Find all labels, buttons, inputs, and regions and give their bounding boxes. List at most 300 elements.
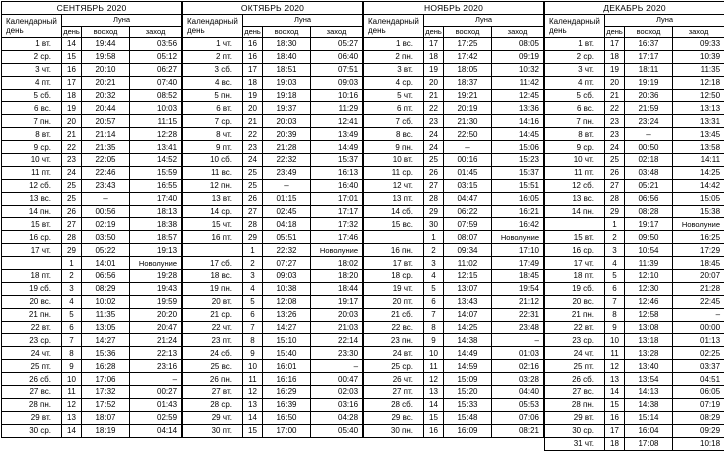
calendar-day-cell: 2 пт.: [183, 50, 243, 63]
moonset-cell: 15:05: [673, 192, 724, 205]
lunar-day-cell: 3: [62, 282, 82, 295]
calendar-day-cell: 31 чт.: [545, 437, 605, 450]
calendar-day-cell: 16 ср.: [545, 244, 605, 257]
moonrise-cell: 03:50: [82, 231, 130, 244]
lunar-day-cell: 14: [605, 386, 625, 399]
calendar-day-header: Календарный день: [183, 15, 243, 38]
moonset-cell: 07:06: [492, 411, 544, 424]
lunar-day-header: день: [62, 26, 82, 38]
moonrise-cell: 14:27: [82, 334, 130, 347]
lunar-day-cell: 11: [424, 360, 444, 373]
calendar-day-cell: 18 вс.: [183, 270, 243, 283]
moonrise-cell: 19:58: [82, 50, 130, 63]
lunar-day-cell: 1: [424, 231, 444, 244]
table-row: [364, 115, 544, 128]
calendar-day-cell: 13 пт.: [364, 192, 424, 205]
table-row: [183, 154, 363, 167]
moonrise-cell: 19:21: [444, 89, 492, 102]
calendar-day-cell: 14 ср.: [183, 205, 243, 218]
moonset-cell: 02:25: [673, 347, 724, 360]
moonset-cell: 11:29: [311, 102, 363, 115]
lunar-day-cell: 23: [62, 154, 82, 167]
table-row: [2, 205, 182, 218]
moonset-cell: 15:06: [492, 141, 544, 154]
moonset-cell: 11:42: [492, 76, 544, 89]
table-row: [545, 192, 724, 205]
moonrise-cell: 20:44: [82, 102, 130, 115]
moonrise-cell: 17:17: [625, 50, 673, 63]
moonset-cell: 15:23: [492, 154, 544, 167]
moonrise-cell: 13:54: [625, 373, 673, 386]
lunar-day-cell: 23: [605, 115, 625, 128]
moonset-cell: 17:32: [311, 218, 363, 231]
lunar-day-cell: 24: [243, 154, 263, 167]
lunar-day-cell: 5: [424, 282, 444, 295]
table-row: [364, 334, 544, 347]
moonset-cell: 17:01: [311, 192, 363, 205]
table-row: [183, 205, 363, 218]
moonset-cell: 09:29: [673, 424, 724, 437]
moonset-cell: 11:15: [130, 115, 182, 128]
table-row: [2, 308, 182, 321]
table-row: [545, 360, 724, 373]
table-row: [364, 76, 544, 89]
moonset-cell: 14:52: [130, 154, 182, 167]
table-row: [183, 76, 363, 89]
lunar-day-cell: 13: [243, 398, 263, 411]
lunar-day-header: день: [605, 26, 625, 38]
lunar-day-cell: 18: [605, 437, 625, 450]
lunar-day-cell: 4: [605, 257, 625, 270]
lunar-day-cell: 3: [243, 270, 263, 283]
table-row: [2, 295, 182, 308]
moonset-cell: 19:54: [492, 282, 544, 295]
calendar-day-cell: 7 сб.: [364, 115, 424, 128]
lunar-day-cell: 6: [62, 321, 82, 334]
table-row: [183, 141, 363, 154]
moonset-cell: 04:28: [311, 411, 363, 424]
table-row: [545, 50, 724, 63]
moonrise-cell: 06:22: [444, 205, 492, 218]
moonrise-cell: 02:18: [625, 154, 673, 167]
moonset-cell: 17:10: [492, 244, 544, 257]
lunar-day-cell: 8: [424, 321, 444, 334]
lunar-day-cell: 9: [62, 360, 82, 373]
moonrise-cell: –: [444, 141, 492, 154]
calendar-day-cell: 8 вс.: [364, 128, 424, 141]
lunar-day-cell: 14: [424, 398, 444, 411]
lunar-day-cell: 22: [424, 102, 444, 115]
moonset-cell: 14:42: [673, 179, 724, 192]
calendar-day-cell: 17 вт.: [364, 257, 424, 270]
moonrise-cell: 12:08: [263, 295, 311, 308]
moonrise-cell: 12:10: [625, 270, 673, 283]
table-row: [545, 89, 724, 102]
lunar-day-cell: 3: [424, 257, 444, 270]
lunar-day-cell: 27: [605, 179, 625, 192]
moonrise-header: восход: [444, 26, 492, 38]
moonrise-cell: 17:08: [625, 437, 673, 450]
calendar-day-cell: 11 вс.: [183, 166, 243, 179]
moonrise-cell: 12:15: [444, 270, 492, 283]
moonrise-cell: 14:27: [263, 321, 311, 334]
moonset-cell: 13:13: [673, 102, 724, 115]
moonrise-cell: 19:17: [625, 218, 673, 231]
table-row: [545, 386, 724, 399]
table-row: [2, 347, 182, 360]
lunar-day-cell: 27: [62, 218, 82, 231]
moonrise-header: восход: [625, 26, 673, 38]
moonset-cell: –: [311, 360, 363, 373]
moonset-cell: –: [492, 334, 544, 347]
table-row: [2, 63, 182, 76]
moonset-cell: 06:27: [130, 63, 182, 76]
moonset-header: заход: [673, 26, 724, 38]
calendar-day-cell: 9 пт.: [183, 141, 243, 154]
lunar-day-cell: 21: [424, 89, 444, 102]
calendar-day-cell: 18 пт.: [2, 270, 62, 283]
moonset-header: заход: [130, 26, 182, 38]
moonrise-cell: 13:05: [82, 321, 130, 334]
lunar-day-cell: 15: [424, 411, 444, 424]
moonset-cell: 07:51: [311, 63, 363, 76]
lunar-day-cell: 2: [243, 257, 263, 270]
lunar-day-cell: 4: [62, 295, 82, 308]
moonset-cell: 00:47: [311, 373, 363, 386]
lunar-day-cell: 9: [243, 347, 263, 360]
moonset-cell: 20:07: [673, 270, 724, 283]
moonrise-cell: 06:56: [625, 192, 673, 205]
moonset-cell: 10:32: [492, 63, 544, 76]
moonset-cell: 15:37: [311, 154, 363, 167]
lunar-day-cell: 21: [62, 128, 82, 141]
lunar-day-cell: 20: [243, 102, 263, 115]
moonrise-cell: 02:19: [82, 218, 130, 231]
moonset-cell: 14:45: [492, 128, 544, 141]
moonset-cell: 14:25: [673, 166, 724, 179]
table-row: [545, 141, 724, 154]
table-row: [364, 102, 544, 115]
moonrise-cell: 20:19: [444, 102, 492, 115]
lunar-day-cell: 14: [62, 38, 82, 51]
lunar-day-cell: 9: [605, 321, 625, 334]
calendar-day-cell: 24 вт.: [364, 347, 424, 360]
calendar-day-cell: 2 ср.: [2, 50, 62, 63]
table-row: [183, 115, 363, 128]
moonrise-cell: 14:38: [625, 398, 673, 411]
lunar-day-cell: 15: [62, 50, 82, 63]
lunar-day-cell: 19: [424, 63, 444, 76]
moonrise-cell: 00:16: [444, 154, 492, 167]
lunar-day-cell: 17: [605, 38, 625, 51]
moonset-cell: 10:18: [673, 437, 724, 450]
moonrise-cell: 21:30: [444, 115, 492, 128]
moonrise-cell: 05:51: [263, 231, 311, 244]
table-row: [364, 411, 544, 424]
lunar-day-cell: 17: [424, 38, 444, 51]
table-row: [2, 360, 182, 373]
moonrise-cell: 17:42: [444, 50, 492, 63]
calendar-day-cell: 25 ср.: [364, 360, 424, 373]
moonset-cell: 08:29: [673, 411, 724, 424]
calendar-day-cell: 26 пн.: [183, 373, 243, 386]
calendar-day-cell: 8 чт.: [183, 128, 243, 141]
month-table: [363, 1, 544, 438]
moonrise-cell: 14:01: [82, 257, 130, 270]
moon-header: Луна: [605, 15, 724, 27]
moonset-cell: 04:51: [673, 373, 724, 386]
lunar-day-cell: 10: [62, 373, 82, 386]
calendar-day-cell: 7 пн.: [2, 115, 62, 128]
table-row: [183, 166, 363, 179]
lunar-day-cell: 16: [605, 411, 625, 424]
calendar-day-cell: 1 вт.: [2, 38, 62, 51]
table-row: [364, 166, 544, 179]
calendar-day-cell: 5 сб.: [2, 89, 62, 102]
table-row: [183, 424, 363, 437]
table-row: [545, 154, 724, 167]
table-row: [364, 386, 544, 399]
moonrise-cell: 22:32: [263, 244, 311, 257]
calendar-day-cell: 30 пт.: [183, 424, 243, 437]
moonrise-cell: –: [263, 179, 311, 192]
moonrise-cell: 17:06: [82, 373, 130, 386]
table-row: [364, 398, 544, 411]
lunar-day-cell: 2: [605, 231, 625, 244]
lunar-day-cell: 6: [424, 295, 444, 308]
moonset-cell: 16:55: [130, 179, 182, 192]
lunar-day-cell: 25: [243, 166, 263, 179]
calendar-day-cell: 23 пт.: [183, 334, 243, 347]
moonset-cell: 18:57: [130, 231, 182, 244]
table-row: [183, 386, 363, 399]
calendar-day-cell: 13 вт.: [183, 192, 243, 205]
calendar-day-cell: 30 ср.: [545, 424, 605, 437]
month-title: СЕНТЯБРЬ 2020: [2, 2, 182, 15]
moonset-cell: 23:48: [492, 321, 544, 334]
moonrise-cell: 15:10: [263, 334, 311, 347]
lunar-day-header: день: [424, 26, 444, 38]
moonset-cell: 13:58: [673, 141, 724, 154]
moonrise-cell: 15:36: [82, 347, 130, 360]
lunar-day-cell: 28: [243, 218, 263, 231]
moonrise-cell: 08:28: [625, 205, 673, 218]
moonset-cell: 04:14: [130, 424, 182, 437]
table-row: [364, 63, 544, 76]
table-row: [183, 411, 363, 424]
moonrise-cell: 22:46: [82, 166, 130, 179]
calendar-day-cell: 6 вс.: [2, 102, 62, 115]
table-row: [183, 308, 363, 321]
moonset-cell: –: [673, 308, 724, 321]
moonset-cell: 13:49: [311, 128, 363, 141]
moonset-cell: 21:12: [492, 295, 544, 308]
table-row: [183, 38, 363, 51]
moonset-cell: Новолуние: [492, 231, 544, 244]
month-rows: [183, 38, 363, 438]
calendar-day-cell: 4 пт.: [2, 76, 62, 89]
calendar-day-cell: 28 сб.: [364, 398, 424, 411]
table-row: [2, 398, 182, 411]
moonset-cell: 22:31: [492, 308, 544, 321]
calendar-day-cell: 27 пт.: [364, 386, 424, 399]
month-november: [363, 1, 543, 438]
calendar-day-cell: 12 сб.: [2, 179, 62, 192]
lunar-day-cell: 26: [243, 192, 263, 205]
lunar-day-cell: 25: [62, 179, 82, 192]
calendar-day-cell: 11 пт.: [545, 166, 605, 179]
calendar-day-cell: 15 вт.: [545, 231, 605, 244]
moonset-cell: 18:45: [673, 257, 724, 270]
moonset-cell: 14:49: [311, 141, 363, 154]
moonset-cell: 12:41: [311, 115, 363, 128]
moonset-cell: 05:53: [492, 398, 544, 411]
lunar-day-cell: 8: [62, 347, 82, 360]
moonset-cell: 20:20: [130, 308, 182, 321]
table-row: [2, 102, 182, 115]
table-row: [183, 295, 363, 308]
lunar-day-header: день: [243, 26, 263, 38]
moonset-cell: 06:05: [673, 386, 724, 399]
moonset-cell: 02:03: [311, 386, 363, 399]
lunar-day-cell: 22: [243, 128, 263, 141]
moonset-cell: 07:40: [130, 76, 182, 89]
calendar-day-cell: 24 чт.: [2, 347, 62, 360]
calendar-day-cell: 25 пт.: [545, 360, 605, 373]
moonset-cell: Новолуние: [130, 257, 182, 270]
calendar-day-cell: 4 пт.: [545, 76, 605, 89]
calendar-day-cell: 17 чт.: [2, 244, 62, 257]
calendar-day-cell: 27 вт.: [183, 386, 243, 399]
calendar-day-cell: 21 ср.: [183, 308, 243, 321]
calendar-day-cell: 6 вт.: [183, 102, 243, 115]
calendar-day-cell: 9 пн.: [364, 141, 424, 154]
moonset-cell: 15:38: [673, 205, 724, 218]
lunar-day-cell: 20: [424, 76, 444, 89]
moonrise-cell: 16:16: [263, 373, 311, 386]
moonrise-cell: 07:59: [444, 218, 492, 231]
calendar-day-cell: 1 чт.: [183, 38, 243, 51]
moonset-cell: 00:27: [130, 386, 182, 399]
moonset-cell: –: [130, 373, 182, 386]
moonrise-cell: 12:30: [625, 282, 673, 295]
moonrise-cell: 13:28: [625, 347, 673, 360]
moonrise-cell: 10:54: [625, 244, 673, 257]
table-row: [364, 179, 544, 192]
table-row: [2, 76, 182, 89]
moonrise-cell: 23:43: [82, 179, 130, 192]
lunar-day-cell: 21: [605, 89, 625, 102]
calendar-day-cell: 14 пн.: [545, 205, 605, 218]
moonset-cell: 17:17: [311, 205, 363, 218]
moonrise-cell: 14:49: [444, 347, 492, 360]
moonrise-cell: 07:27: [263, 257, 311, 270]
lunar-day-cell: 13: [605, 373, 625, 386]
moonset-cell: 17:49: [492, 257, 544, 270]
moonrise-cell: 21:59: [625, 102, 673, 115]
moonrise-cell: 19:18: [263, 89, 311, 102]
calendar-day-cell: 7 ср.: [183, 115, 243, 128]
moonrise-cell: 04:18: [263, 218, 311, 231]
calendar-day-cell: [2, 257, 62, 270]
calendar-day-cell: 12 пн.: [183, 179, 243, 192]
moonrise-cell: 00:50: [625, 141, 673, 154]
moonset-cell: 12:50: [673, 89, 724, 102]
moonrise-cell: 21:35: [82, 141, 130, 154]
table-row: [183, 270, 363, 283]
moonrise-cell: –: [82, 192, 130, 205]
table-row: [183, 63, 363, 76]
lunar-day-cell: 16: [424, 424, 444, 437]
moonrise-cell: 20:57: [82, 115, 130, 128]
calendar-day-cell: 7 пн.: [545, 115, 605, 128]
lunar-day-cell: 6: [243, 308, 263, 321]
calendar-day-cell: 21 пн.: [2, 308, 62, 321]
lunar-day-cell: 1: [62, 257, 82, 270]
moonrise-cell: 14:59: [444, 360, 492, 373]
moonset-cell: 18:13: [130, 205, 182, 218]
table-row: [545, 63, 724, 76]
moonset-cell: 03:37: [673, 360, 724, 373]
moonset-cell: 17:29: [673, 244, 724, 257]
calendar-day-cell: 17 сб.: [183, 257, 243, 270]
moonset-cell: 01:43: [130, 398, 182, 411]
moonset-cell: 10:03: [130, 102, 182, 115]
moonrise-cell: 16:01: [263, 360, 311, 373]
table-row: [364, 347, 544, 360]
table-row: [545, 257, 724, 270]
calendar-day-cell: 2 ср.: [545, 50, 605, 63]
month-title: ОКТЯБРЬ 2020: [183, 2, 363, 15]
table-row: [545, 102, 724, 115]
table-row: [545, 282, 724, 295]
table-row: [2, 334, 182, 347]
calendar-day-cell: 8 вт.: [2, 128, 62, 141]
moonrise-cell: 15:48: [444, 411, 492, 424]
table-row: [364, 128, 544, 141]
moonset-cell: 12:45: [492, 89, 544, 102]
calendar-day-cell: 30 ср.: [2, 424, 62, 437]
table-row: [2, 244, 182, 257]
calendar-day-cell: 13 вс.: [2, 192, 62, 205]
moonset-cell: 02:59: [130, 411, 182, 424]
lunar-day-cell: 7: [605, 295, 625, 308]
moonrise-cell: 09:03: [263, 270, 311, 283]
calendar-day-cell: 25 вс.: [183, 360, 243, 373]
lunar-day-cell: 16: [243, 50, 263, 63]
moonset-cell: 09:03: [311, 76, 363, 89]
moonrise-cell: 14:25: [444, 321, 492, 334]
calendar-day-cell: 27 вс.: [545, 386, 605, 399]
lunar-day-cell: 17: [605, 424, 625, 437]
table-row: [2, 386, 182, 399]
lunar-day-cell: 29: [605, 205, 625, 218]
moonset-cell: 19:59: [130, 295, 182, 308]
moonset-cell: 18:02: [311, 257, 363, 270]
calendar-day-cell: 24 чт.: [545, 347, 605, 360]
table-row: [2, 38, 182, 51]
moonrise-cell: 20:32: [82, 89, 130, 102]
table-row: [364, 308, 544, 321]
lunar-day-cell: 18: [605, 50, 625, 63]
calendar-day-cell: 10 чт.: [2, 154, 62, 167]
moonrise-cell: 20:21: [82, 76, 130, 89]
moonset-cell: 08:05: [492, 38, 544, 51]
calendar-day-cell: 18 ср.: [364, 270, 424, 283]
moonset-cell: 01:13: [673, 334, 724, 347]
calendar-day-cell: 14 пн.: [2, 205, 62, 218]
table-row: [183, 50, 363, 63]
